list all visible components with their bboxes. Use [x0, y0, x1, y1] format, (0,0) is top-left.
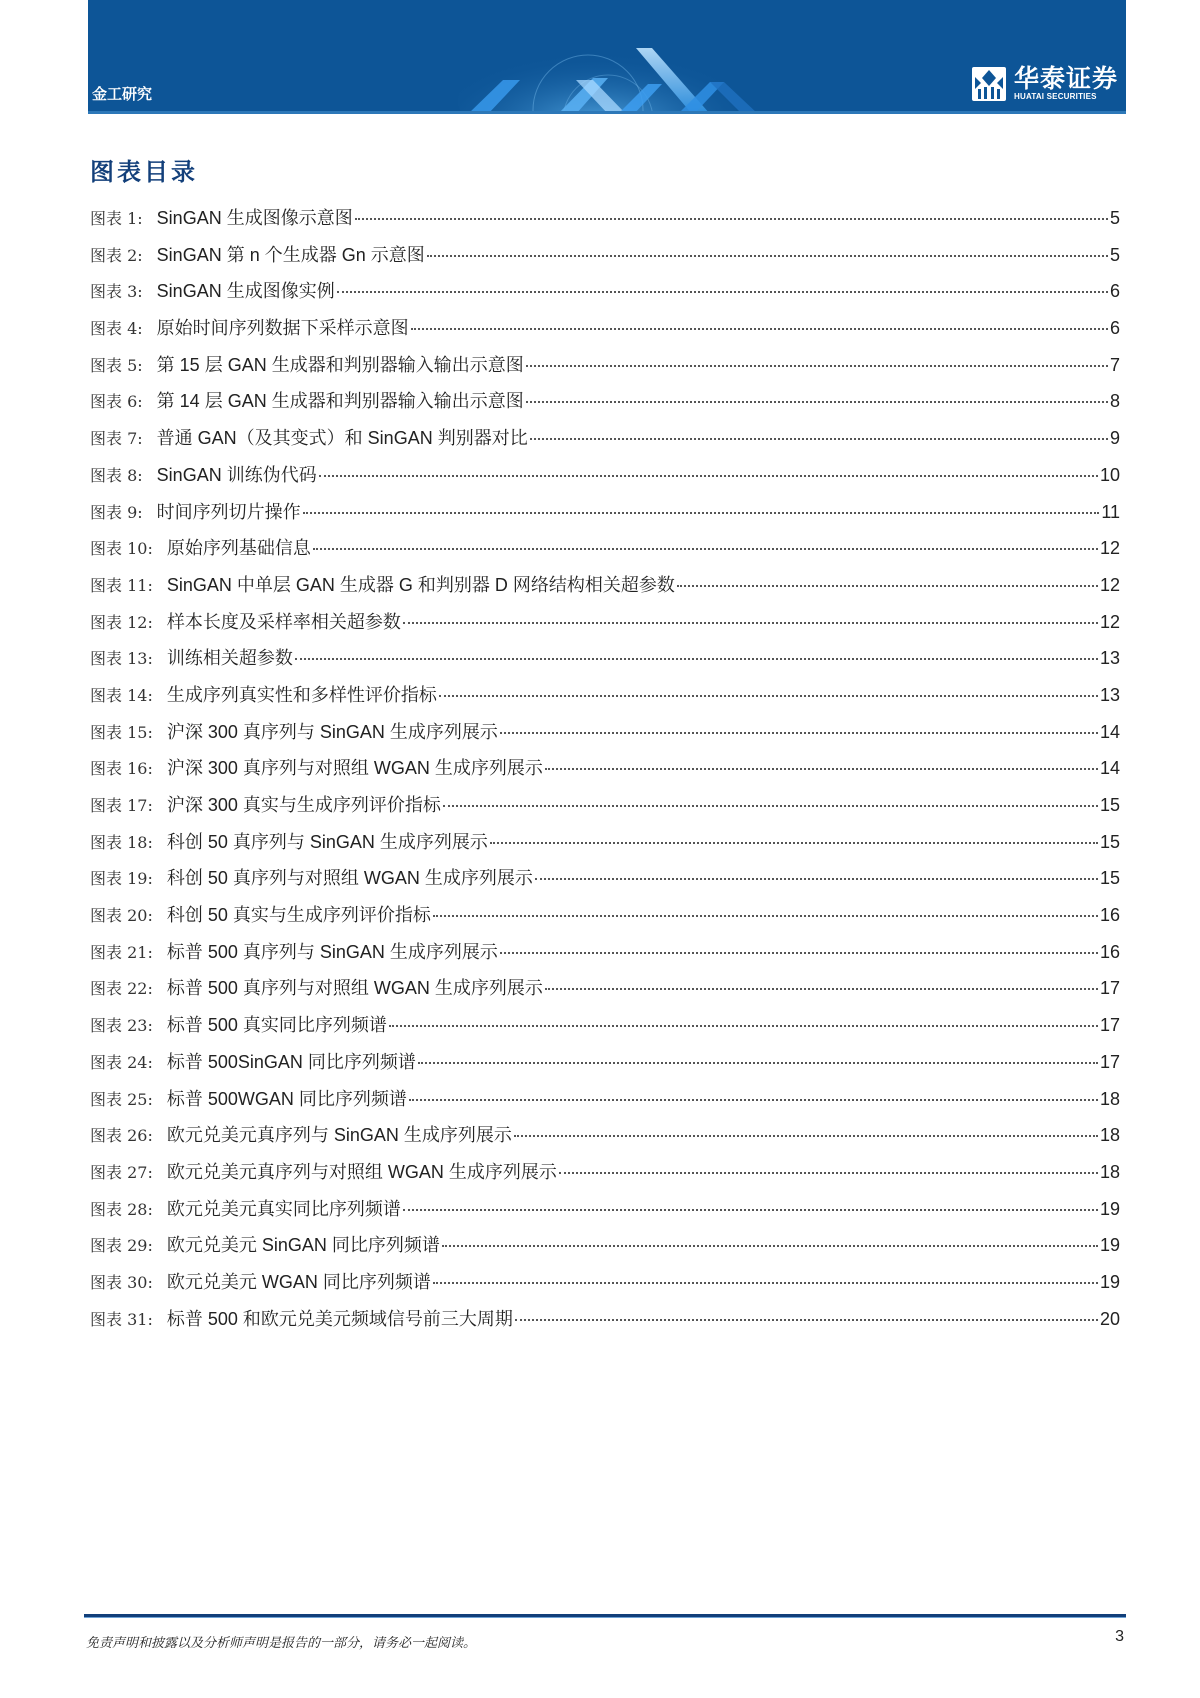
toc-entry[interactable]	[90, 940, 1120, 977]
toc-entry[interactable]	[90, 683, 1120, 720]
toc-entry-page[interactable]: 16	[1099, 941, 1120, 962]
toc-entry-title[interactable]: 科创 50 真序列与 SinGAN 生成序列展示	[166, 831, 488, 852]
toc-entry-label: 图表 5:	[90, 355, 143, 375]
toc-entry-page[interactable]: 12	[1099, 574, 1120, 595]
toc-entry-label: 图表 14:	[90, 685, 153, 705]
toc-entry[interactable]	[90, 1233, 1120, 1270]
toc-entry[interactable]	[90, 353, 1120, 390]
toc-leader-dots	[418, 1062, 1098, 1064]
toc-entry-label: 图表 17:	[90, 796, 153, 815]
toc-entry-label: 图表 25:	[90, 1089, 153, 1109]
toc-entry-label: 图表 4:	[90, 319, 143, 339]
toc-entry-label: 图表 16:	[90, 759, 153, 779]
toc-entry-title[interactable]: 沪深 300 真实与生成序列评价指标	[166, 795, 441, 815]
huatai-logo	[972, 65, 1118, 102]
toc-entry-label: 图表 11:	[90, 575, 153, 595]
toc-entry-title[interactable]: 沪深 300 真序列与 SinGAN 生成序列展示	[166, 721, 498, 742]
toc-entry[interactable]	[90, 1050, 1120, 1087]
toc-entry-title[interactable]: 沪深 300 真序列与对照组 WGAN 生成序列展示	[166, 758, 543, 779]
toc-entry-page[interactable]: 14	[1099, 721, 1120, 742]
toc-entry-page[interactable]: 19	[1099, 1198, 1120, 1219]
toc-entry[interactable]	[90, 500, 1120, 537]
toc-entry-title[interactable]: SinGAN 生成图像示意图	[156, 208, 353, 228]
toc-entry-page[interactable]: 11	[1101, 501, 1120, 522]
toc-entry-page[interactable]: 5	[1109, 208, 1120, 228]
toc-list	[90, 206, 1120, 1343]
banner-bottom-line	[88, 111, 1126, 114]
toc-entry[interactable]	[90, 389, 1120, 426]
toc-leader-dots	[677, 585, 1098, 587]
toc-entry-label: 图表 18:	[90, 832, 153, 852]
toc-entry[interactable]	[90, 206, 1120, 243]
toc-entry-page[interactable]: 15	[1099, 795, 1120, 815]
toc-entry-page[interactable]: 9	[1109, 428, 1120, 449]
header-banner	[88, 0, 1126, 114]
toc-entry-title[interactable]: 原始序列基础信息	[166, 538, 311, 559]
toc-entry-title[interactable]: 标普 500 真序列与 SinGAN 生成序列展示	[166, 941, 498, 962]
toc-leader-dots	[319, 475, 1098, 477]
toc-entry-title[interactable]: 时间序列切片操作	[156, 501, 301, 522]
toc-entry-label: 图表 8:	[90, 465, 143, 485]
toc-leader-dots	[526, 401, 1108, 403]
toc-entry-title[interactable]: 原始时间序列数据下采样示意图	[156, 318, 409, 339]
toc-entry-title[interactable]: 第 15 层 GAN 生成器和判别器输入输出示意图	[156, 354, 524, 375]
toc-entry[interactable]	[90, 573, 1120, 610]
toc-entry-title[interactable]: SinGAN 第 n 个生成器 Gn 示意图	[156, 244, 425, 265]
toc-leader-dots	[295, 658, 1098, 660]
toc-entry-page[interactable]: 17	[1099, 978, 1120, 999]
toc-leader-dots	[490, 842, 1098, 844]
footer-disclaimer: 免责声明和披露以及分析师声明是报告的一部分，请务必一起阅读。	[86, 1636, 477, 1651]
toc-entry-page[interactable]: 13	[1099, 648, 1120, 669]
toc-leader-dots	[409, 1099, 1098, 1101]
toc-entry-page[interactable]: 8	[1109, 391, 1120, 412]
toc-entry-title[interactable]: 第 14 层 GAN 生成器和判别器输入输出示意图	[156, 391, 524, 412]
toc-entry-title[interactable]: 标普 500 真实同比序列频谱	[166, 1015, 387, 1036]
toc-entry-page[interactable]: 19	[1099, 1271, 1120, 1292]
toc-entry-page[interactable]: 15	[1099, 868, 1120, 889]
toc-entry-title[interactable]: 生成序列真实性和多样性评价指标	[166, 684, 437, 705]
toc-entry-label: 图表 23:	[90, 1016, 153, 1036]
toc-leader-dots	[442, 1245, 1098, 1247]
page-number: 3	[1115, 1628, 1124, 1645]
toc-entry-page[interactable]: 18	[1099, 1161, 1120, 1182]
toc-entry-label: 图表 21:	[90, 942, 153, 962]
toc-entry-title[interactable]: 训练相关超参数	[166, 648, 293, 669]
toc-entry-page[interactable]: 14	[1099, 758, 1120, 779]
toc-entry[interactable]	[90, 1087, 1120, 1124]
toc-entry[interactable]	[90, 536, 1120, 573]
toc-entry[interactable]	[90, 1197, 1120, 1234]
toc-entry[interactable]	[90, 976, 1120, 1013]
toc-entry[interactable]	[90, 866, 1120, 903]
toc-entry-label: 图表 19:	[90, 869, 153, 889]
toc-entry-label: 图表 12:	[90, 612, 153, 632]
toc-entry-title[interactable]: 标普 500SinGAN 同比序列频谱	[166, 1051, 416, 1072]
toc-leader-dots	[514, 1135, 1098, 1137]
toc-entry-page[interactable]: 6	[1109, 318, 1120, 339]
toc-entry-title[interactable]: 欧元兑美元 WGAN 同比序列频谱	[166, 1271, 431, 1292]
toc-entry-label: 图表 13:	[90, 649, 153, 669]
toc-leader-dots	[443, 805, 1098, 807]
toc-entry-label: 图表 7:	[90, 429, 143, 449]
toc-entry-page[interactable]: 16	[1099, 905, 1120, 926]
footer-divider-accent	[84, 1617, 1126, 1618]
toc-leader-dots	[427, 255, 1108, 257]
toc-leader-dots	[433, 1282, 1098, 1284]
toc-leader-dots	[313, 548, 1098, 550]
toc-entry-title[interactable]: 标普 500 和欧元兑美元频域信号前三大周期	[166, 1308, 513, 1329]
toc-entry-label: 图表 26:	[90, 1126, 153, 1146]
toc-leader-dots	[411, 328, 1108, 330]
toc-entry[interactable]	[90, 279, 1120, 316]
toc-leader-dots	[515, 1319, 1098, 1321]
toc-entry-title[interactable]: 欧元兑美元真序列与 SinGAN 生成序列展示	[166, 1125, 512, 1146]
toc-entry-label: 图表 15:	[90, 722, 153, 742]
toc-entry-label: 图表 27:	[90, 1162, 153, 1182]
toc-entry-page[interactable]: 5	[1109, 244, 1120, 265]
toc-entry-page[interactable]: 18	[1099, 1088, 1120, 1109]
toc-leader-dots	[403, 1209, 1098, 1211]
section-label: 金工研究	[92, 85, 153, 103]
toc-entry[interactable]	[90, 720, 1120, 757]
toc-entry-title[interactable]: 欧元兑美元 SinGAN 同比序列频谱	[166, 1235, 440, 1256]
toc-entry-label: 图表 22:	[90, 979, 153, 999]
toc-entry-label: 图表 1:	[90, 209, 143, 228]
toc-entry-title[interactable]: 标普 500 真序列与对照组 WGAN 生成序列展示	[166, 978, 543, 999]
toc-entry-label: 图表 10:	[90, 539, 153, 559]
toc-leader-dots	[433, 915, 1098, 917]
toc-entry[interactable]	[90, 1307, 1120, 1344]
toc-entry-title[interactable]: 标普 500WGAN 同比序列频谱	[166, 1088, 407, 1109]
toc-entry-title[interactable]: 样本长度及采样率相关超参数	[166, 611, 401, 632]
toc-entry-title[interactable]: 欧元兑美元真序列与对照组 WGAN 生成序列展示	[166, 1161, 557, 1182]
toc-entry-label: 图表 6:	[90, 392, 143, 412]
toc-entry-page[interactable]: 18	[1099, 1125, 1120, 1146]
toc-entry[interactable]	[90, 646, 1120, 683]
toc-entry-title[interactable]: 欧元兑美元真实同比序列频谱	[166, 1198, 401, 1219]
toc-entry-page[interactable]: 13	[1099, 684, 1120, 705]
toc-leader-dots	[303, 512, 1100, 514]
toc-entry-title[interactable]: SinGAN 生成图像实例	[156, 281, 335, 302]
toc-leader-dots	[500, 952, 1098, 954]
toc-entry[interactable]	[90, 1123, 1120, 1160]
toc-leader-dots	[559, 1172, 1098, 1174]
toc-entry-label: 图表 2:	[90, 245, 143, 265]
toc-leader-dots	[500, 732, 1098, 734]
toc-entry-label: 图表 30:	[90, 1272, 153, 1292]
toc-entry-title[interactable]: 普通 GAN（及其变式）和 SinGAN 判别器对比	[156, 428, 528, 449]
huatai-logo-icon	[972, 67, 1006, 101]
toc-leader-dots	[545, 768, 1098, 770]
toc-leader-dots	[439, 695, 1098, 697]
toc-entry-title[interactable]: SinGAN 中单层 GAN 生成器 G 和判别器 D 网络结构相关超参数	[166, 574, 675, 595]
brand-name-en: HUATAI SECURITIES	[1013, 92, 1097, 101]
toc-entry-label: 图表 31:	[90, 1309, 153, 1329]
toc-entry-label: 图表 28:	[90, 1199, 153, 1219]
toc-title: 图表目录	[90, 157, 198, 186]
toc-entry-label: 图表 3:	[90, 282, 143, 302]
toc-entry[interactable]	[90, 903, 1120, 940]
toc-leader-dots	[530, 438, 1108, 440]
toc-entry[interactable]	[90, 463, 1120, 500]
toc-entry[interactable]	[90, 243, 1120, 280]
toc-entry-label: 图表 9:	[90, 502, 143, 522]
toc-entry-page[interactable]: 19	[1099, 1235, 1120, 1256]
toc-entry-label: 图表 20:	[90, 906, 153, 926]
banner-decoration-icon	[448, 30, 808, 114]
toc-entry-page[interactable]: 17	[1099, 1015, 1120, 1036]
toc-entry-page[interactable]: 7	[1109, 354, 1120, 375]
toc-entry[interactable]	[90, 793, 1120, 830]
toc-entry[interactable]	[90, 756, 1120, 793]
toc-leader-dots	[337, 291, 1108, 293]
toc-entry[interactable]	[90, 1013, 1120, 1050]
toc-entry[interactable]	[90, 426, 1120, 463]
toc-entry-page[interactable]: 20	[1099, 1308, 1120, 1329]
toc-leader-dots	[403, 622, 1098, 624]
toc-entry-page[interactable]: 17	[1099, 1051, 1120, 1072]
toc-leader-dots	[355, 218, 1108, 220]
toc-leader-dots	[526, 365, 1108, 367]
toc-entry-page[interactable]: 12	[1099, 538, 1120, 559]
toc-entry-page[interactable]: 10	[1099, 464, 1120, 485]
toc-entry-title[interactable]: 科创 50 真序列与对照组 WGAN 生成序列展示	[166, 868, 533, 889]
toc-entry[interactable]	[90, 610, 1120, 647]
toc-leader-dots	[389, 1025, 1098, 1027]
toc-entry[interactable]	[90, 1270, 1120, 1307]
toc-leader-dots	[535, 878, 1098, 880]
toc-entry-page[interactable]: 6	[1109, 281, 1120, 302]
toc-leader-dots	[545, 988, 1098, 990]
toc-entry-title[interactable]: 科创 50 真实与生成序列评价指标	[166, 905, 431, 926]
toc-entry-label: 图表 29:	[90, 1236, 153, 1256]
toc-entry-title[interactable]: SinGAN 训练伪代码	[156, 464, 317, 485]
toc-entry-page[interactable]: 15	[1099, 831, 1120, 852]
toc-entry-page[interactable]: 12	[1099, 611, 1120, 632]
toc-entry[interactable]	[90, 1160, 1120, 1197]
toc-entry[interactable]	[90, 830, 1120, 867]
toc-entry[interactable]	[90, 316, 1120, 353]
brand-name-cn: 华泰证券	[1013, 64, 1118, 93]
toc-entry-label: 图表 24:	[90, 1052, 153, 1072]
